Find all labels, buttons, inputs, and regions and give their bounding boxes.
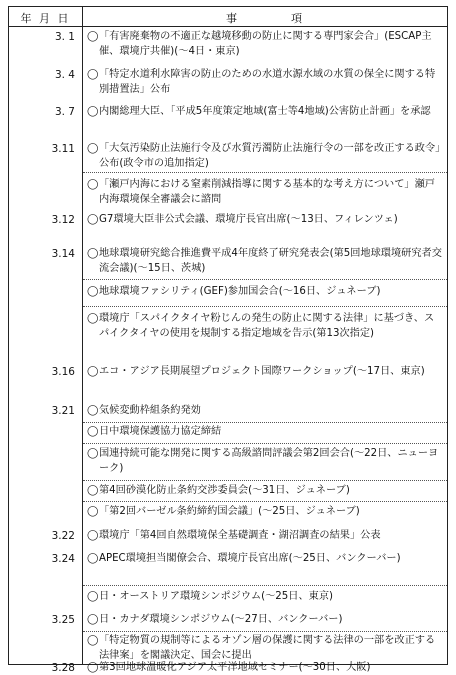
event-item — [87, 67, 443, 97]
event-text: G7環境大臣非公式会議、環境庁長官出席(〜13日、フィレンツェ) — [99, 214, 398, 225]
circle-bullet-icon: ◯ — [87, 662, 99, 673]
event-text: 日・オーストリア環境シンポジウム(〜25日、東京) — [99, 591, 333, 602]
event-item — [87, 528, 443, 543]
event-item — [87, 212, 443, 227]
item-separator — [83, 172, 447, 173]
circle-bullet-icon: ◯ — [87, 426, 99, 437]
item-separator — [83, 631, 447, 632]
event-item — [87, 633, 443, 663]
circle-bullet-icon: ◯ — [87, 179, 99, 190]
row-date: 3.22 — [51, 530, 75, 542]
row-date: 3.21 — [51, 405, 75, 417]
circle-bullet-icon: ◯ — [87, 591, 99, 602]
circle-bullet-icon: ◯ — [87, 286, 99, 297]
item-separator — [83, 306, 447, 307]
circle-bullet-icon: ◯ — [87, 614, 99, 625]
event-item — [87, 104, 443, 119]
row-date: 3.25 — [51, 614, 75, 626]
event-item — [87, 551, 443, 566]
circle-bullet-icon: ◯ — [87, 106, 99, 117]
event-text: エコ・アジア長期展望プロジェクト国際ワークショップ(〜17日、東京) — [99, 366, 425, 377]
event-text: 内閣総理大臣、「平成5年度策定地域(富士等4地域)公害防止計画」を承認 — [99, 106, 431, 117]
item-separator — [83, 480, 447, 481]
event-text: 国連持続可能な開発に関する高級諮問評議会第2回会合(〜22日、ニューヨーク) — [99, 448, 439, 474]
circle-bullet-icon: ◯ — [87, 31, 99, 42]
row-date: 3.12 — [51, 214, 75, 226]
item-separator — [83, 501, 447, 502]
circle-bullet-icon: ◯ — [87, 530, 99, 541]
circle-bullet-icon: ◯ — [87, 69, 99, 80]
event-item — [87, 141, 443, 171]
row-date: 3.28 — [51, 662, 75, 674]
event-item — [87, 589, 443, 604]
event-item — [87, 424, 443, 439]
event-text: 気候変動枠組条約発効 — [99, 405, 201, 416]
circle-bullet-icon: ◯ — [87, 506, 99, 517]
row-date: 3.24 — [51, 553, 75, 565]
event-text: 環境庁「スパイクタイヤ粉じんの発生の防止に関する法律」に基づき、スパイクタイヤの使用を規制する指定地域を告示(第13次指定) — [99, 313, 435, 339]
event-text: 第3回地球温暖化アジア太平洋地域セミナー(〜30日、大阪) — [99, 662, 371, 673]
table-header — [9, 7, 447, 27]
event-text: 「特定物質の規制等によるオゾン層の保護に関する法律の一部を改正する法律案」を閣議決定、国会に提出 — [99, 635, 436, 661]
event-item — [87, 177, 443, 207]
circle-bullet-icon: ◯ — [87, 214, 99, 225]
circle-bullet-icon: ◯ — [87, 448, 99, 459]
event-text: 日・カナダ環境シンポジウム(〜27日、バンクーバー) — [99, 614, 343, 625]
circle-bullet-icon: ◯ — [87, 405, 99, 416]
header-date: 年 月 日 — [20, 12, 71, 25]
event-item — [87, 403, 443, 418]
item-separator — [83, 279, 447, 280]
event-item — [87, 246, 443, 276]
circle-bullet-icon: ◯ — [87, 366, 99, 377]
event-text: 第4回砂漠化防止条約交渉委員会(〜31日、ジュネーブ) — [99, 485, 350, 496]
circle-bullet-icon: ◯ — [87, 553, 99, 564]
event-text: 「有害廃棄物の不適正な越境移動の防止に関する専門家会合」(ESCAP主催、環境庁共催)(〜4日・東京) — [99, 31, 432, 57]
event-text: 地球環境研究総合推進費平成4年度終了研究発表会(第5回地球環境研究者交流会議)(〜15日、茨城) — [99, 248, 442, 274]
row-date: 3. 1 — [54, 31, 75, 43]
event-item — [87, 504, 443, 519]
event-item — [87, 284, 443, 299]
event-item — [87, 483, 443, 498]
row-date: 3. 7 — [54, 106, 75, 118]
event-item — [87, 29, 443, 59]
event-item — [87, 612, 443, 627]
event-text: APEC環境担当閣僚会合、環境庁長官出席(〜25日、バンクーバー) — [99, 553, 401, 564]
circle-bullet-icon: ◯ — [87, 313, 99, 324]
event-text: 日中環境保護協力協定締結 — [99, 426, 222, 437]
circle-bullet-icon: ◯ — [87, 635, 99, 646]
row-date: 3.16 — [51, 366, 75, 378]
event-text: 環境庁「第4回自然環境保全基礎調査・湖沼調査の結果」公表 — [99, 530, 381, 541]
chronology-table — [8, 6, 448, 674]
event-item — [87, 364, 443, 379]
row-date: 3.11 — [51, 143, 75, 155]
event-item — [87, 311, 443, 341]
event-text: 「大気汚染防止法施行令及び水質汚濁防止法施行令の一部を改正する政令」公布(政令市の追加指定) — [99, 143, 441, 169]
column-divider — [82, 7, 83, 664]
item-separator — [83, 585, 447, 586]
event-text: 「特定水道利水障害の防止のための水道水源水域の水質の保全に関する特別措置法」公布 — [99, 69, 436, 95]
event-text: 「第2回バーゼル条約締約国会議」(〜25日、ジュネーブ) — [99, 506, 360, 517]
row-date: 3. 4 — [54, 69, 75, 81]
row-date: 3.14 — [51, 248, 75, 260]
circle-bullet-icon: ◯ — [87, 248, 99, 259]
circle-bullet-icon: ◯ — [87, 485, 99, 496]
event-text: 「瀬戸内海における窒素削減指導に関する基本的な考え方について」瀬戸内海環境保全審議会に諮問 — [99, 179, 435, 205]
circle-bullet-icon: ◯ — [87, 143, 99, 154]
item-separator — [83, 422, 447, 423]
event-text: 地球環境ファシリティ(GEF)参加国会合(〜16日、ジュネーブ) — [99, 286, 381, 297]
event-item — [87, 446, 443, 476]
item-separator — [83, 443, 447, 444]
header-event: 事 項 — [226, 12, 304, 25]
